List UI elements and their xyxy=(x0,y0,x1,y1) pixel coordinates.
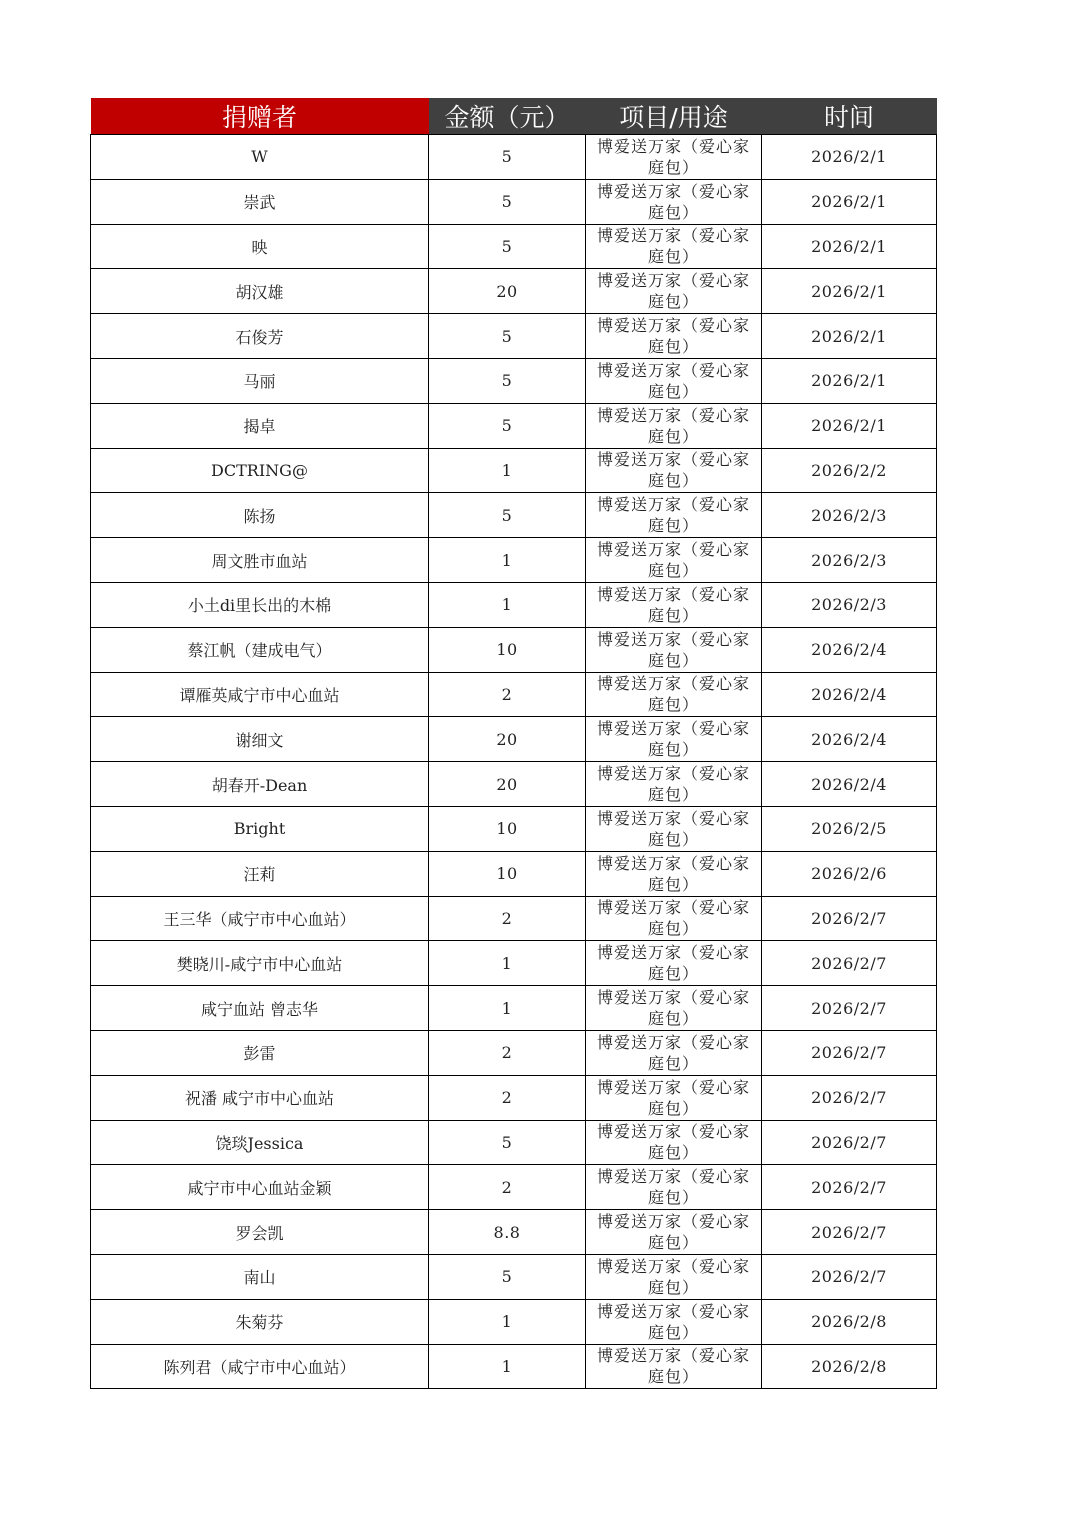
donor-cell: 彭雷 xyxy=(91,1030,429,1075)
project-cell: 博爱送万家（爱心家庭包） xyxy=(586,493,762,538)
header-amount: 金额（元） xyxy=(429,98,586,135)
table-row xyxy=(91,1299,937,1344)
donor-cell: 罗会凯 xyxy=(91,1210,429,1255)
donor-cell: W xyxy=(91,135,429,180)
amount-cell: 5 xyxy=(429,314,586,359)
date-cell: 2026/2/3 xyxy=(762,493,937,538)
donor-cell: 祝潘 咸宁市中心血站 xyxy=(91,1075,429,1120)
amount-cell: 5 xyxy=(429,403,586,448)
amount-cell: 5 xyxy=(429,358,586,403)
amount-cell: 1 xyxy=(429,986,586,1031)
table-row xyxy=(91,538,937,583)
amount-cell: 1 xyxy=(429,448,586,493)
project-cell: 博爱送万家（爱心家庭包） xyxy=(586,1075,762,1120)
amount-cell: 5 xyxy=(429,1254,586,1299)
amount-cell: 1 xyxy=(429,538,586,583)
table-row xyxy=(91,1030,937,1075)
table-row xyxy=(91,1075,937,1120)
project-cell: 博爱送万家（爱心家庭包） xyxy=(586,1344,762,1389)
date-cell: 2026/2/7 xyxy=(762,1030,937,1075)
project-cell: 博爱送万家（爱心家庭包） xyxy=(586,717,762,762)
date-cell: 2026/2/7 xyxy=(762,1075,937,1120)
date-cell: 2026/2/1 xyxy=(762,403,937,448)
table-row xyxy=(91,493,937,538)
project-cell: 博爱送万家（爱心家庭包） xyxy=(586,1120,762,1165)
donor-cell: 南山 xyxy=(91,1254,429,1299)
donor-cell: 谢细文 xyxy=(91,717,429,762)
donor-cell: 王三华（咸宁市中心血站） xyxy=(91,896,429,941)
donor-cell: 胡春开-Dean xyxy=(91,762,429,807)
project-cell: 博爱送万家（爱心家庭包） xyxy=(586,896,762,941)
donor-cell: 马丽 xyxy=(91,358,429,403)
table-row xyxy=(91,1344,937,1389)
header-donor: 捐赠者 xyxy=(91,98,429,135)
amount-cell: 20 xyxy=(429,269,586,314)
donor-cell: 小土di里长出的木棉 xyxy=(91,582,429,627)
date-cell: 2026/2/7 xyxy=(762,1120,937,1165)
date-cell: 2026/2/2 xyxy=(762,448,937,493)
donor-cell: 周文胜市血站 xyxy=(91,538,429,583)
table-row xyxy=(91,717,937,762)
table-row xyxy=(91,135,937,180)
amount-cell: 20 xyxy=(429,762,586,807)
project-cell: 博爱送万家（爱心家庭包） xyxy=(586,672,762,717)
table-row xyxy=(91,1165,937,1210)
amount-cell: 5 xyxy=(429,135,586,180)
project-cell: 博爱送万家（爱心家庭包） xyxy=(586,358,762,403)
amount-cell: 1 xyxy=(429,1299,586,1344)
donor-cell: 谭雁英咸宁市中心血站 xyxy=(91,672,429,717)
project-cell: 博爱送万家（爱心家庭包） xyxy=(586,1165,762,1210)
table-row xyxy=(91,582,937,627)
table-row xyxy=(91,672,937,717)
table-row xyxy=(91,448,937,493)
date-cell: 2026/2/7 xyxy=(762,986,937,1031)
header-project: 项目/用途 xyxy=(586,98,762,135)
project-cell: 博爱送万家（爱心家庭包） xyxy=(586,1254,762,1299)
date-cell: 2026/2/8 xyxy=(762,1299,937,1344)
date-cell: 2026/2/7 xyxy=(762,1210,937,1255)
project-cell: 博爱送万家（爱心家庭包） xyxy=(586,269,762,314)
date-cell: 2026/2/7 xyxy=(762,1165,937,1210)
donor-cell: DCTRING@ xyxy=(91,448,429,493)
date-cell: 2026/2/4 xyxy=(762,717,937,762)
project-cell: 博爱送万家（爱心家庭包） xyxy=(586,179,762,224)
date-cell: 2026/2/5 xyxy=(762,806,937,851)
project-cell: 博爱送万家（爱心家庭包） xyxy=(586,1030,762,1075)
donor-cell: 映 xyxy=(91,224,429,269)
amount-cell: 2 xyxy=(429,672,586,717)
date-cell: 2026/2/1 xyxy=(762,179,937,224)
project-cell: 博爱送万家（爱心家庭包） xyxy=(586,224,762,269)
table-body xyxy=(91,135,937,1389)
date-cell: 2026/2/7 xyxy=(762,1254,937,1299)
table-row xyxy=(91,896,937,941)
project-cell: 博爱送万家（爱心家庭包） xyxy=(586,762,762,807)
date-cell: 2026/2/4 xyxy=(762,627,937,672)
table-row xyxy=(91,1120,937,1165)
project-cell: 博爱送万家（爱心家庭包） xyxy=(586,538,762,583)
amount-cell: 5 xyxy=(429,224,586,269)
project-cell: 博爱送万家（爱心家庭包） xyxy=(586,135,762,180)
table-row xyxy=(91,806,937,851)
date-cell: 2026/2/1 xyxy=(762,269,937,314)
project-cell: 博爱送万家（爱心家庭包） xyxy=(586,986,762,1031)
table-row xyxy=(91,269,937,314)
amount-cell: 2 xyxy=(429,1030,586,1075)
amount-cell: 20 xyxy=(429,717,586,762)
table-header xyxy=(91,98,937,135)
table-row xyxy=(91,314,937,359)
donor-cell: 樊晓川-咸宁市中心血站 xyxy=(91,941,429,986)
date-cell: 2026/2/8 xyxy=(762,1344,937,1389)
project-cell: 博爱送万家（爱心家庭包） xyxy=(586,403,762,448)
donation-table xyxy=(90,98,937,1389)
donor-cell: 蔡江帆（建成电气） xyxy=(91,627,429,672)
donor-cell: 咸宁市中心血站金颖 xyxy=(91,1165,429,1210)
amount-cell: 5 xyxy=(429,1120,586,1165)
amount-cell: 2 xyxy=(429,896,586,941)
table-row xyxy=(91,358,937,403)
table-row xyxy=(91,851,937,896)
date-cell: 2026/2/7 xyxy=(762,896,937,941)
donor-cell: Bright xyxy=(91,806,429,851)
donor-cell: 揭卓 xyxy=(91,403,429,448)
donation-sheet xyxy=(90,98,936,1389)
donor-cell: 陈扬 xyxy=(91,493,429,538)
table-row xyxy=(91,941,937,986)
amount-cell: 10 xyxy=(429,851,586,896)
amount-cell: 5 xyxy=(429,179,586,224)
date-cell: 2026/2/4 xyxy=(762,672,937,717)
project-cell: 博爱送万家（爱心家庭包） xyxy=(586,448,762,493)
table-row xyxy=(91,1210,937,1255)
donor-cell: 崇武 xyxy=(91,179,429,224)
donor-cell: 咸宁血站 曾志华 xyxy=(91,986,429,1031)
amount-cell: 2 xyxy=(429,1075,586,1120)
date-cell: 2026/2/1 xyxy=(762,135,937,180)
project-cell: 博爱送万家（爱心家庭包） xyxy=(586,627,762,672)
project-cell: 博爱送万家（爱心家庭包） xyxy=(586,1299,762,1344)
donor-cell: 石俊芳 xyxy=(91,314,429,359)
header-row xyxy=(91,98,937,135)
donor-cell: 饶琰Jessica xyxy=(91,1120,429,1165)
donor-cell: 朱菊芬 xyxy=(91,1299,429,1344)
project-cell: 博爱送万家（爱心家庭包） xyxy=(586,806,762,851)
table-row xyxy=(91,403,937,448)
date-cell: 2026/2/1 xyxy=(762,314,937,359)
amount-cell: 8.8 xyxy=(429,1210,586,1255)
table-row xyxy=(91,179,937,224)
project-cell: 博爱送万家（爱心家庭包） xyxy=(586,941,762,986)
table-row xyxy=(91,986,937,1031)
donor-cell: 胡汉雄 xyxy=(91,269,429,314)
amount-cell: 5 xyxy=(429,493,586,538)
header-date: 时间 xyxy=(762,98,937,135)
amount-cell: 10 xyxy=(429,627,586,672)
amount-cell: 1 xyxy=(429,1344,586,1389)
date-cell: 2026/2/6 xyxy=(762,851,937,896)
date-cell: 2026/2/1 xyxy=(762,358,937,403)
project-cell: 博爱送万家（爱心家庭包） xyxy=(586,851,762,896)
table-row xyxy=(91,627,937,672)
date-cell: 2026/2/3 xyxy=(762,582,937,627)
project-cell: 博爱送万家（爱心家庭包） xyxy=(586,314,762,359)
donor-cell: 陈列君（咸宁市中心血站） xyxy=(91,1344,429,1389)
project-cell: 博爱送万家（爱心家庭包） xyxy=(586,582,762,627)
project-cell: 博爱送万家（爱心家庭包） xyxy=(586,1210,762,1255)
amount-cell: 1 xyxy=(429,941,586,986)
date-cell: 2026/2/3 xyxy=(762,538,937,583)
date-cell: 2026/2/1 xyxy=(762,224,937,269)
amount-cell: 10 xyxy=(429,806,586,851)
amount-cell: 2 xyxy=(429,1165,586,1210)
date-cell: 2026/2/4 xyxy=(762,762,937,807)
table-row xyxy=(91,1254,937,1299)
table-row xyxy=(91,224,937,269)
donor-cell: 汪莉 xyxy=(91,851,429,896)
amount-cell: 1 xyxy=(429,582,586,627)
table-row xyxy=(91,762,937,807)
date-cell: 2026/2/7 xyxy=(762,941,937,986)
